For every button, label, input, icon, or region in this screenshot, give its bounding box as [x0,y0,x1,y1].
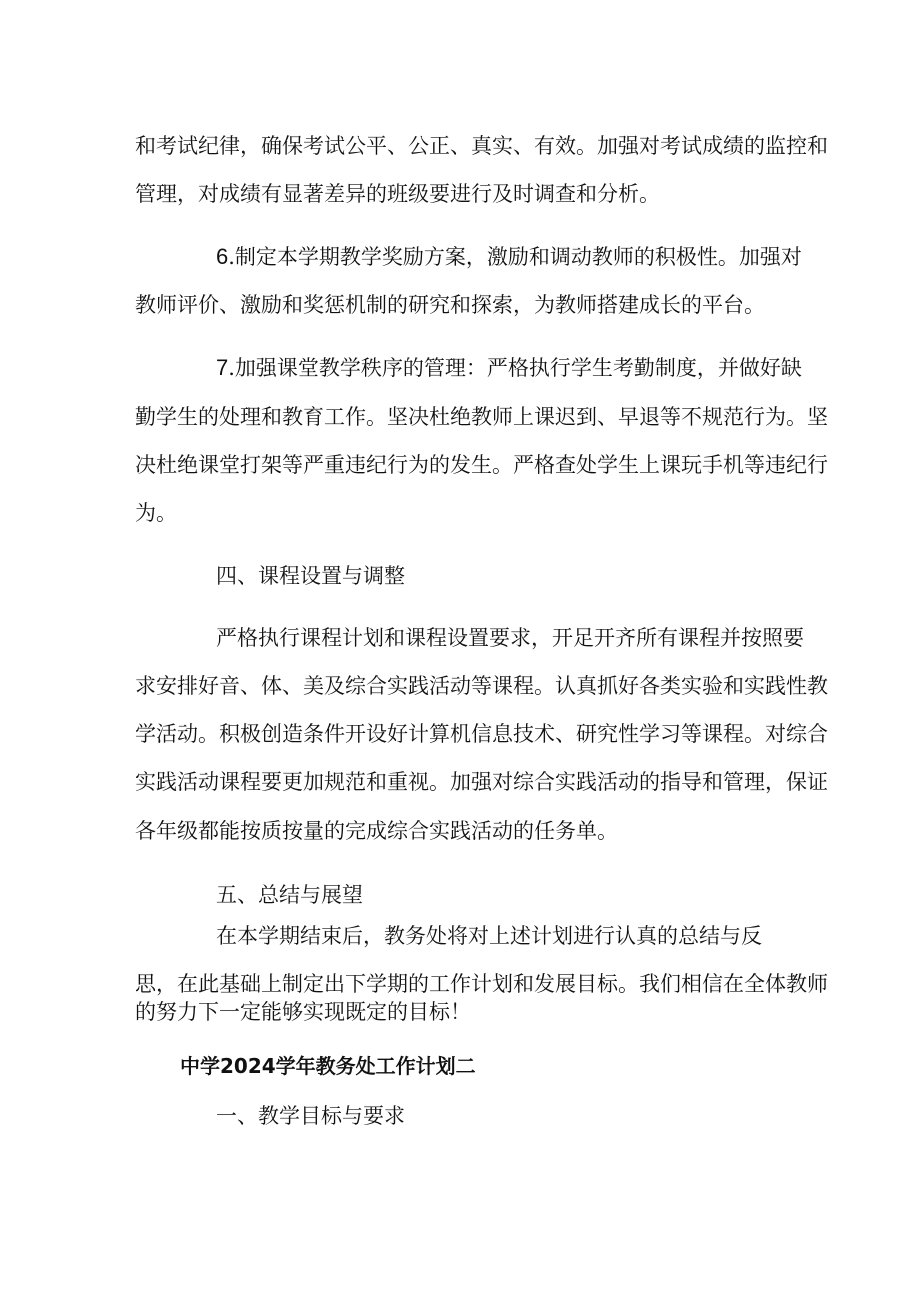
item-7-line-2: 勤学生的处理和教育工作。坚决杜绝教师上课迟到、早退等不规范行为。坚 [135,405,828,429]
item-6-text: .制定本学期教学奖励方案，激励和调动教师的积极性。加强对 [228,245,802,269]
item-7-line-1 [216,354,802,382]
section-4-line-5: 各年级都能按质按量的完成综合实践活动的任务单。 [135,819,618,843]
section-5-line-2: 思，在此基础上制定出下学期的工作计划和发展目标。我们相信在全体教师 [135,972,828,996]
section-4-line-4: 实践活动课程要更加规范和重视。加强对综合实践活动的指导和管理，保证 [135,770,828,794]
section-4-line-1: 严格执行课程计划和课程设置要求，开足开齐所有课程并按照要 [216,626,804,650]
section-4-heading: 四、课程设置与调整 [216,564,405,588]
item-7-text: .加强课堂教学秩序的管理：严格执行学生考勤制度，并做好缺 [228,356,802,380]
section-4-line-3: 学活动。积极创造条件开设好计算机信息技术、研究性学习等课程。对综合 [135,722,828,746]
plan-2-title-prefix: 中学 [180,1054,220,1078]
item-6-line-2: 教师评价、激励和奖惩机制的研究和探索，为教师搭建成长的平台。 [135,293,765,317]
item-6-number: 6 [216,244,229,269]
item-7-line-3: 决杜绝课堂打架等严重违纪行为的发生。严格查处学生上课玩手机等违纪行 [135,453,828,477]
item-7-line-4: 为。 [135,501,177,525]
item-7-number: 7 [216,355,229,380]
section-5-line-3: 的努力下一定能够实现既定的目标！ [135,1000,471,1024]
plan-2-title-year: 2024 [220,1054,276,1078]
plan-2-title-suffix: 学年教务处工作计划二 [275,1054,476,1078]
section-5-line-1: 在本学期结束后，教务处将对上述计划进行认真的总结与反 [216,924,762,948]
item-6-line-1 [216,243,802,271]
plan-2-heading-1: 一、教学目标与要求 [216,1104,405,1128]
plan-2-title [180,1052,476,1080]
section-5-heading: 五、总结与展望 [216,883,363,907]
exam-paragraph-line-1: 和考试纪律，确保考试公平、公正、真实、有效。加强对考试成绩的监控和 [135,134,828,158]
section-4-line-2: 求安排好音、体、美及综合实践活动等课程。认真抓好各类实验和实践性教 [135,674,828,698]
exam-paragraph-line-2: 管理，对成绩有显著差异的班级要进行及时调查和分析。 [135,182,660,206]
